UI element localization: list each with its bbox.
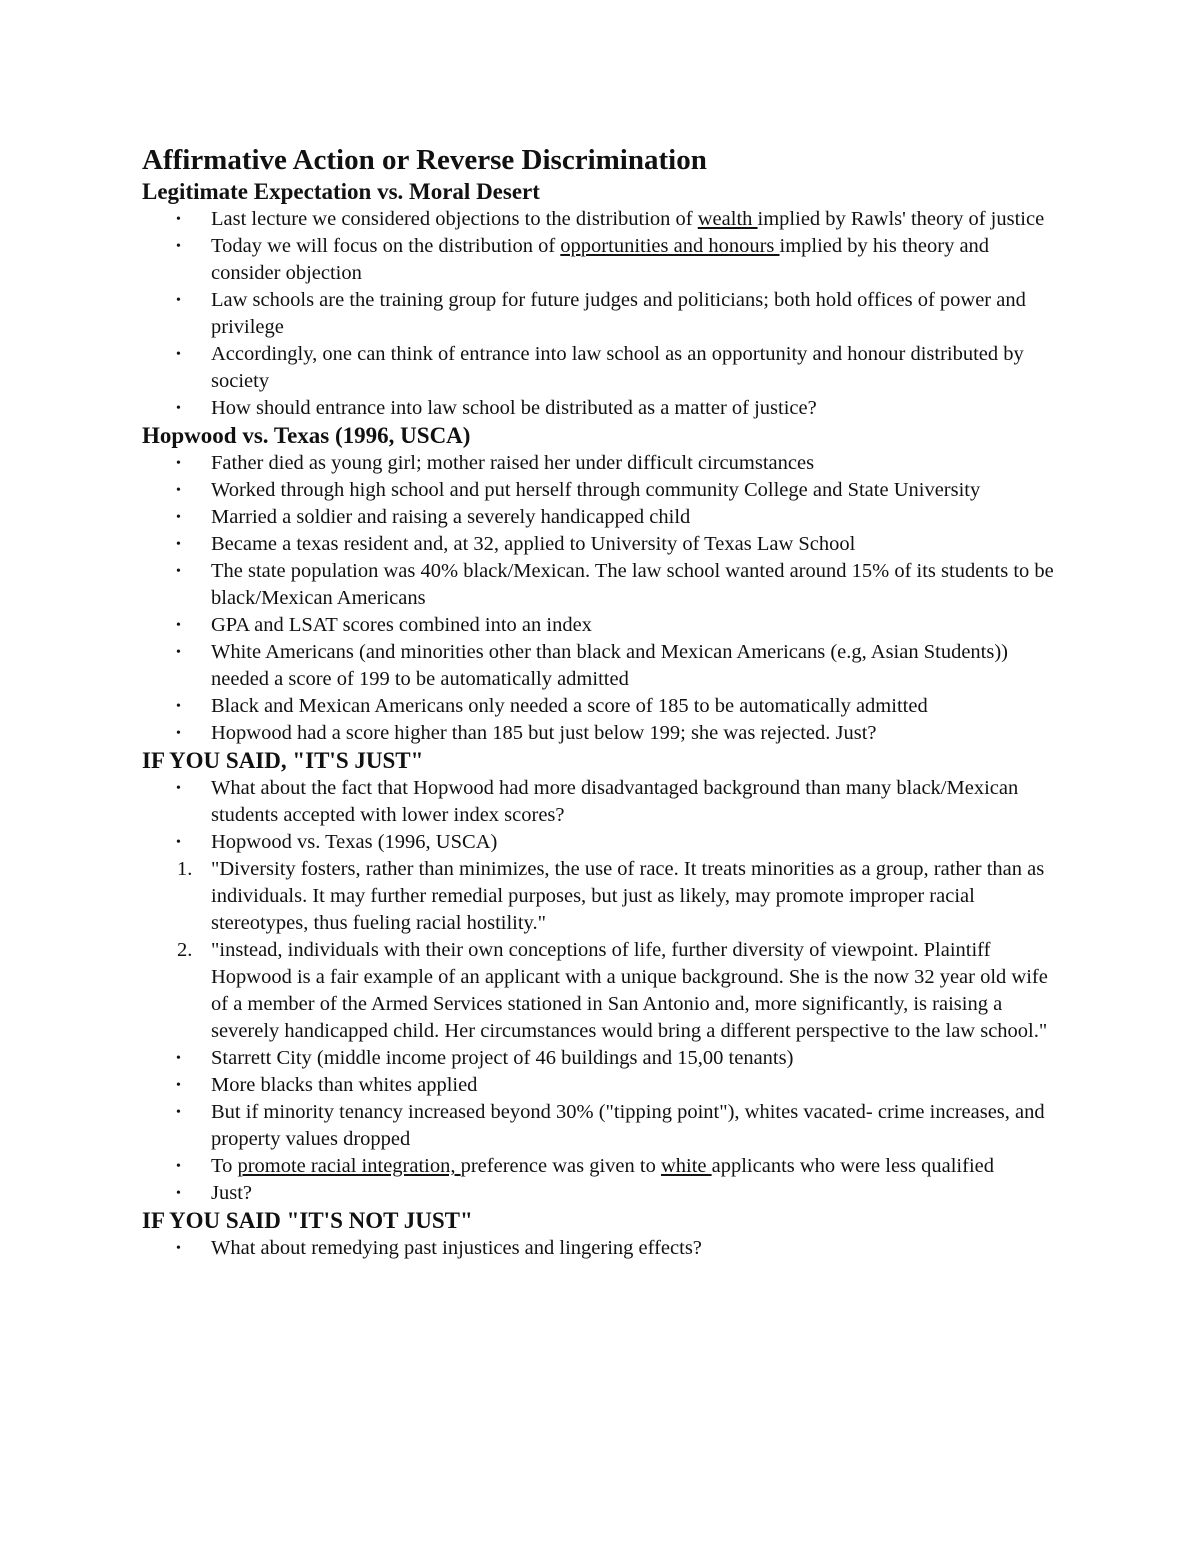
bullet-icon: • xyxy=(176,1159,181,1174)
item-text: Became a texas resident and, at 32, applied to University of Texas Law School xyxy=(211,533,856,555)
item-text: Married a soldier and raising a severely handicapped child xyxy=(211,506,691,528)
bullet-icon: • xyxy=(176,537,181,552)
list-item xyxy=(142,450,1062,477)
bullet-icon: • xyxy=(176,510,181,525)
item-text: applicants who were less qualified xyxy=(711,1155,994,1177)
bullet-icon: • xyxy=(176,347,181,362)
heading-hopwood-vs-texas: Hopwood vs. Texas (1996, USCA) xyxy=(142,423,471,448)
bullet-icon: • xyxy=(176,212,181,227)
item-text: The state population was 40% black/Mexican. The law school wanted around 15% of its students to be black/Mexican Americans xyxy=(211,560,1054,609)
section1-list xyxy=(142,206,1062,422)
numbered-item xyxy=(142,856,1062,937)
bullet-icon: • xyxy=(176,699,181,714)
document-title: Affirmative Action or Reverse Discrimination xyxy=(142,144,707,176)
bullet-icon: • xyxy=(176,645,181,660)
underlined-text: white xyxy=(660,1155,712,1177)
list-item xyxy=(142,612,1062,639)
item-text: What about remedying past injustices and lingering effects? xyxy=(211,1237,702,1259)
item-text: Starrett City (middle income project of 46 buildings and 15,00 tenants) xyxy=(211,1047,794,1069)
section2-list xyxy=(142,450,1062,747)
item-text: implied by his theory and consider objection xyxy=(211,235,990,284)
list-item xyxy=(142,775,1062,829)
section4-list xyxy=(142,1235,1062,1262)
item-text: Worked through high school and put herself through community College and State University xyxy=(211,479,981,501)
item-text: preference was given to xyxy=(460,1155,661,1177)
number-marker: 1. xyxy=(177,858,193,880)
bullet-icon: • xyxy=(176,618,181,633)
item-text: To xyxy=(211,1155,238,1177)
bullet-icon: • xyxy=(176,1078,181,1093)
document-page xyxy=(142,142,1062,1262)
list-item xyxy=(142,1235,1062,1262)
item-text: Last lecture we considered objections to the distribution of xyxy=(211,208,698,230)
list-item xyxy=(142,395,1062,422)
item-text: How should entrance into law school be distributed as a matter of justice? xyxy=(211,397,817,419)
item-text: implied by Rawls' theory of justice xyxy=(757,208,1045,230)
list-item xyxy=(142,829,1062,856)
item-text: "Diversity fosters, rather than minimizes, the use of race. It treats minorities as a group, rather than as individuals. It may further remedial purposes, but just as likely, may promote improper racial stereotypes, thus fueling racial hostility." xyxy=(211,858,1045,934)
bullet-icon: • xyxy=(176,239,181,254)
bullet-icon: • xyxy=(176,1105,181,1120)
list-item xyxy=(142,504,1062,531)
bullet-icon: • xyxy=(176,726,181,741)
item-text: Just? xyxy=(211,1182,252,1204)
item-text: But if minority tenancy increased beyond 30% ("tipping point"), whites vacated- crime increases, and property values dropped xyxy=(211,1101,1045,1150)
bullet-icon: • xyxy=(176,1186,181,1201)
list-item xyxy=(142,531,1062,558)
bullet-icon: • xyxy=(176,293,181,308)
bullet-icon: • xyxy=(176,781,181,796)
item-text: White Americans (and minorities other than black and Mexican Americans (e.g, Asian Students)) needed a score of 199 to be automatically admitted xyxy=(211,641,1008,690)
list-item xyxy=(142,1099,1062,1153)
list-item xyxy=(142,693,1062,720)
bullet-icon: • xyxy=(176,1051,181,1066)
numbered-item xyxy=(142,937,1062,1045)
list-item xyxy=(142,287,1062,341)
list-item xyxy=(142,233,1062,287)
list-item xyxy=(142,558,1062,612)
underlined-text: wealth xyxy=(697,208,758,230)
bullet-icon: • xyxy=(176,835,181,850)
item-text: Law schools are the training group for future judges and politicians; both hold offices of power and privilege xyxy=(211,289,1026,338)
list-item xyxy=(142,341,1062,395)
item-text: Hopwood vs. Texas (1996, USCA) xyxy=(211,831,498,853)
bullet-icon: • xyxy=(176,564,181,579)
underlined-text: opportunities and honours xyxy=(560,235,780,257)
item-text: What about the fact that Hopwood had more disadvantaged background than many black/Mexican students accepted with lower index scores? xyxy=(211,777,1019,826)
bullet-icon: • xyxy=(176,456,181,471)
list-item xyxy=(142,639,1062,693)
item-text: More blacks than whites applied xyxy=(211,1074,478,1096)
list-item xyxy=(142,1153,1062,1180)
item-text: GPA and LSAT scores combined into an index xyxy=(211,614,592,636)
bullet-icon: • xyxy=(176,401,181,416)
item-text: Hopwood had a score higher than 185 but just below 199; she was rejected. Just? xyxy=(211,722,877,744)
bullet-icon: • xyxy=(176,1241,181,1256)
underlined-text: promote racial integration, xyxy=(237,1155,461,1177)
section3-list xyxy=(142,775,1062,1207)
list-item xyxy=(142,1072,1062,1099)
list-item xyxy=(142,206,1062,233)
list-item xyxy=(142,1045,1062,1072)
list-item xyxy=(142,720,1062,747)
heading-if-you-said-its-not-just: IF YOU SAID "IT'S NOT JUST" xyxy=(142,1208,473,1233)
list-item xyxy=(142,1180,1062,1207)
item-text: Father died as young girl; mother raised her under difficult circumstances xyxy=(211,452,815,474)
item-text: "instead, individuals with their own conceptions of life, further diversity of viewpoint. Plaintiff Hopwood is a fair example of an applicant with a unique background. She is the now 32 year old wife of a member of the Armed Services stationed in San Antonio and, more significantly, is raising a severely handicapped child. Her circumstances would bring a different perspective to the law school." xyxy=(211,939,1048,1042)
item-text: Black and Mexican Americans only needed a score of 185 to be automatically admitted xyxy=(211,695,928,717)
bullet-icon: • xyxy=(176,483,181,498)
item-text: Today we will focus on the distribution of xyxy=(211,235,561,257)
heading-legitimate-expectation: Legitimate Expectation vs. Moral Desert xyxy=(142,179,540,204)
item-text: Accordingly, one can think of entrance into law school as an opportunity and honour distributed by society xyxy=(211,343,1024,392)
number-marker: 2. xyxy=(177,939,193,961)
list-item xyxy=(142,477,1062,504)
heading-if-you-said-its-just: IF YOU SAID, "IT'S JUST" xyxy=(142,748,424,773)
